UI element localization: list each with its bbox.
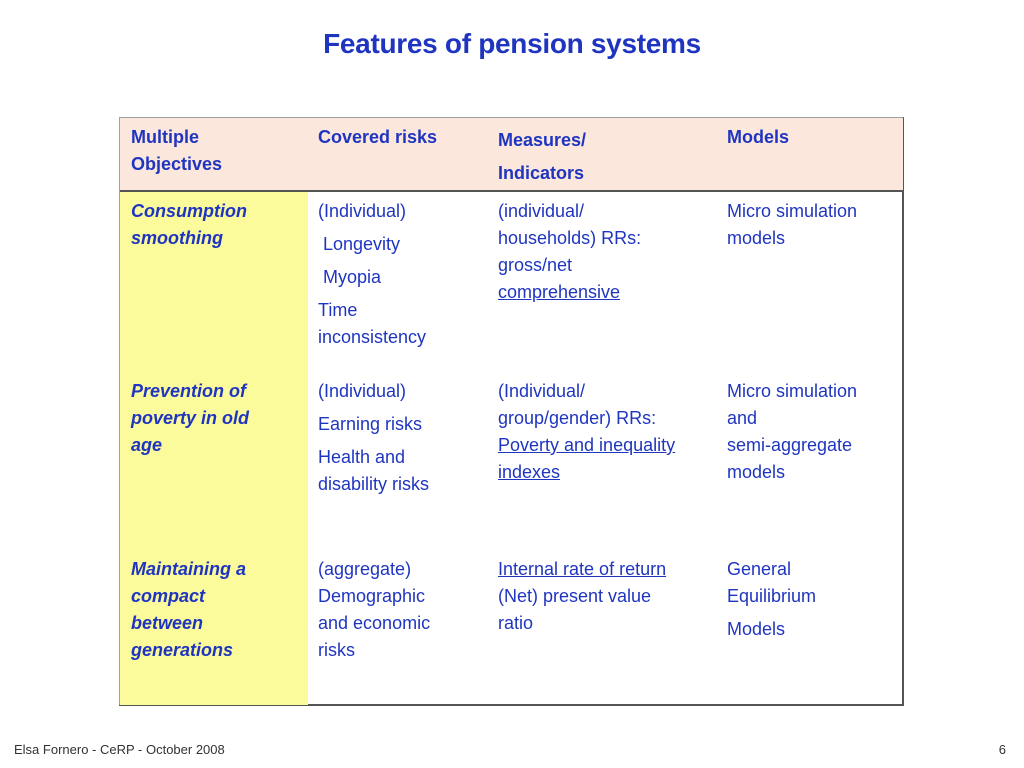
risk-line: risks — [318, 640, 355, 660]
header-multiple-objectives — [131, 124, 301, 178]
risks-row-1 — [318, 198, 488, 351]
risk-line: Longevity — [318, 234, 401, 254]
measure-line: (Individual/ — [498, 381, 586, 401]
models-row-2 — [727, 378, 902, 486]
objective-line: smoothing — [131, 228, 223, 248]
features-table — [119, 117, 904, 706]
risk-line: and economic — [318, 613, 431, 633]
objective-maintaining-compact — [131, 556, 301, 664]
measure-line: gross/net — [498, 255, 573, 275]
objective-prevention-of-poverty — [131, 378, 301, 459]
objective-line: Maintaining a — [131, 559, 247, 579]
page-number: 6 — [998, 742, 1006, 757]
objective-consumption-smoothing — [131, 198, 301, 252]
risk-line: inconsistency — [318, 327, 427, 347]
measures-row-3 — [498, 556, 718, 637]
model-line: Micro simulation — [727, 201, 858, 221]
measure-line: ratio — [498, 613, 534, 633]
objective-line: between — [131, 613, 204, 633]
measure-line: indexes — [498, 462, 561, 482]
model-line: Micro simulation — [727, 381, 858, 401]
measures-row-2 — [498, 378, 718, 486]
header-line: Multiple — [131, 127, 199, 147]
objective-line: age — [131, 435, 163, 455]
risk-line: (Individual) — [318, 201, 407, 221]
models-row-3 — [727, 556, 902, 643]
measure-line: Poverty and inequality — [498, 435, 676, 455]
model-line: Equilibrium — [727, 586, 817, 606]
header-line: Indicators — [498, 163, 585, 183]
measure-line: group/gender) RRs: — [498, 408, 657, 428]
measure-line: households) RRs: — [498, 228, 642, 248]
risks-row-2 — [318, 378, 488, 498]
objective-line: poverty in old — [131, 408, 250, 428]
model-line: Models — [727, 619, 786, 639]
risk-line: disability risks — [318, 474, 430, 494]
model-line: models — [727, 462, 786, 482]
models-row-1 — [727, 198, 902, 252]
risks-row-3 — [318, 556, 488, 664]
header-models: Models — [727, 127, 790, 147]
measure-line: (individual/ — [498, 201, 585, 221]
risk-line: Demographic — [318, 586, 426, 606]
header-covered-risks: Covered risks — [318, 127, 438, 147]
header-line: Measures/ — [498, 130, 587, 150]
risk-line: Earning risks — [318, 414, 423, 434]
risk-line: Health and — [318, 447, 406, 467]
risk-line: Time — [318, 300, 358, 320]
model-line: and — [727, 408, 758, 428]
header-measures-indicators — [498, 124, 713, 190]
objective-line: generations — [131, 640, 234, 660]
header-line: Objectives — [131, 154, 223, 174]
slide-title: Features of pension systems — [323, 28, 701, 59]
model-line: models — [727, 228, 786, 248]
measure-line: comprehensive — [498, 282, 621, 302]
measure-line: Internal rate of return — [498, 559, 667, 579]
objective-line: Consumption — [131, 201, 247, 221]
risk-line: Myopia — [318, 267, 382, 287]
measure-line: (Net) present value — [498, 586, 652, 606]
measures-row-1 — [498, 198, 718, 306]
model-line: semi-aggregate — [727, 435, 853, 455]
risk-line: (Individual) — [318, 381, 407, 401]
objective-line: compact — [131, 586, 206, 606]
objective-line: Prevention of — [131, 381, 247, 401]
footer-author: Elsa Fornero - CeRP - October 2008 — [14, 742, 225, 757]
risk-line: (aggregate) — [318, 559, 412, 579]
model-line: General — [727, 559, 792, 579]
